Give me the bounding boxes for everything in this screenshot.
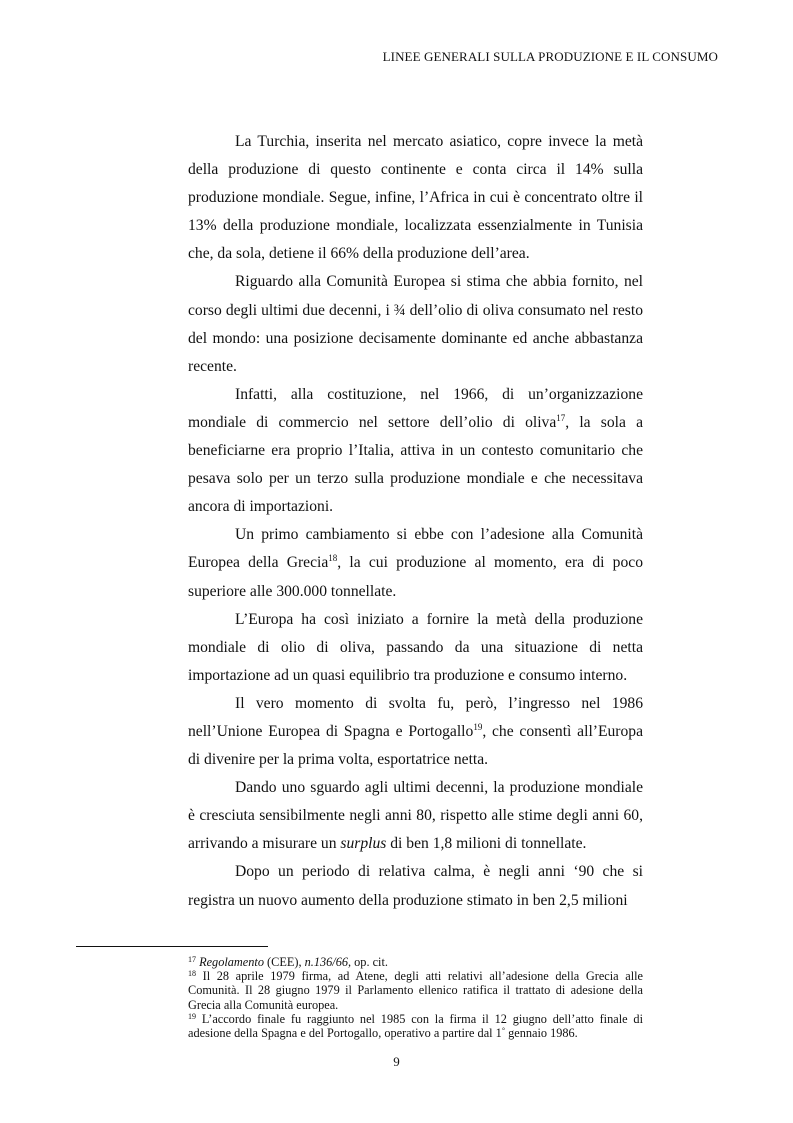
footnote-19 — [188, 1012, 643, 1040]
footnote-text: L’accordo finale fu raggiunto nel 1985 con la firma il 12 giugno dell’atto finale di adesione della Spagna e del Portogallo, operativo a partire dal 1 — [188, 1011, 643, 1041]
footnote-number: 17 — [188, 955, 196, 964]
footnote-ref-17[interactable]: 17 — [556, 412, 566, 423]
footnote-18 — [188, 969, 643, 1012]
paragraph-text: Il vero momento di svolta fu, però, l’ingresso nel 1986 nell’Unione Europea di Spagna e Portogallo — [188, 694, 643, 740]
footnotes — [188, 955, 643, 1040]
italic-term-surplus: surplus — [340, 835, 387, 853]
footnote-italic-ref: n.136/66, — [304, 955, 352, 969]
paragraph-text: , la cui produzione al momento, era di poco superiore alle 300.000 tonnellate. — [188, 554, 643, 600]
footnote-text: (CEE), — [263, 955, 305, 969]
footnote-number: 18 — [188, 969, 196, 979]
footnote-17 — [188, 955, 643, 969]
body-text — [188, 128, 643, 915]
paragraph-text: Infatti, alla costituzione, nel 1966, di un’organizzazione mondiale di commercio nel settore dell’olio di oliva — [188, 385, 643, 431]
paragraph-ultimi-decenni — [188, 774, 643, 858]
footnote-ref-19[interactable]: 19 — [473, 721, 483, 732]
footnote-number: 19 — [188, 1011, 196, 1021]
paragraph-svolta-1986 — [188, 690, 643, 774]
paragraph-turchia: La Turchia, inserita nel mercato asiatico, copre invece la metà della produzione di questo continente e conta circa il 14% sulla produzione mondiale. Segue, infine, l’Africa in cui è concentrato oltre il 13% della produzione mondiale, localizzata essenzialmente in Tunisia che, da sola, detiene il 66% della produzione dell’area. — [188, 133, 643, 263]
footnote-separator — [76, 946, 268, 947]
paragraph-text: Un primo cambiamento si ebbe con l’adesione alla Comunità Europea della Grecia — [188, 526, 643, 572]
paragraph-text: , la sola a beneficiarne era proprio l’Italia, attiva in un contesto comunitario che pesava solo per un terzo sulla produzione mondiale e che necessitava ancora di importazioni. — [188, 413, 643, 516]
footnote-text: gennaio 1986. — [505, 1026, 578, 1041]
paragraph-grecia — [188, 521, 643, 605]
footnote-ref-18[interactable]: 18 — [328, 553, 338, 564]
footnote-italic-title: Regolamento — [199, 955, 264, 969]
paragraph-europa-meta: L’Europa ha così iniziato a fornire la metà della produzione mondiale di olio di oliva, passando da una situazione di netta importazione ad un quasi equilibrio tra produzione e consumo interno. — [188, 610, 643, 684]
paragraph-costituzione-1966 — [188, 381, 643, 521]
footnote-text: Il 28 aprile 1979 firma, ad Atene, degli atti relativi all’adesione della Grecia alle Comunità. Il 28 giugno 1979 il Parlamento ellenico ratifica il trattato di adesione della Grecia alla Comunità europea. — [188, 969, 643, 1012]
paragraph-text: Dando uno sguardo agli ultimi decenni, la produzione mondiale è cresciuta sensibilmente negli anni 80, rispetto alle stime degli anni 60, arrivando a misurare un — [188, 779, 643, 853]
footnote-text: op. cit. — [351, 955, 388, 969]
paragraph-text: , che consentì all’Europa di divenire per la prima volta, esportatrice netta. — [188, 722, 643, 769]
paragraph-text: di ben 1,8 milioni di tonnellate. — [386, 835, 587, 853]
paragraph-comunita-europea: Riguardo alla Comunità Europea si stima che abbia fornito, nel corso degli ultimi due decenni, i ¾ dell’olio di oliva consumato nel resto del mondo: una posizione decisamente dominante ed anche abbastanza recente. — [188, 273, 643, 375]
degree-sign: ° — [501, 1026, 506, 1036]
page-number: 9 — [393, 1054, 400, 1069]
running-header: LINEE GENERALI SULLA PRODUZIONE E IL CONSUMO — [382, 49, 718, 64]
paragraph-anni-90: Dopo un periodo di relativa calma, è negli anni ‘90 che si registra un nuovo aumento della produzione stimato in ben 2,5 milioni — [188, 863, 643, 909]
